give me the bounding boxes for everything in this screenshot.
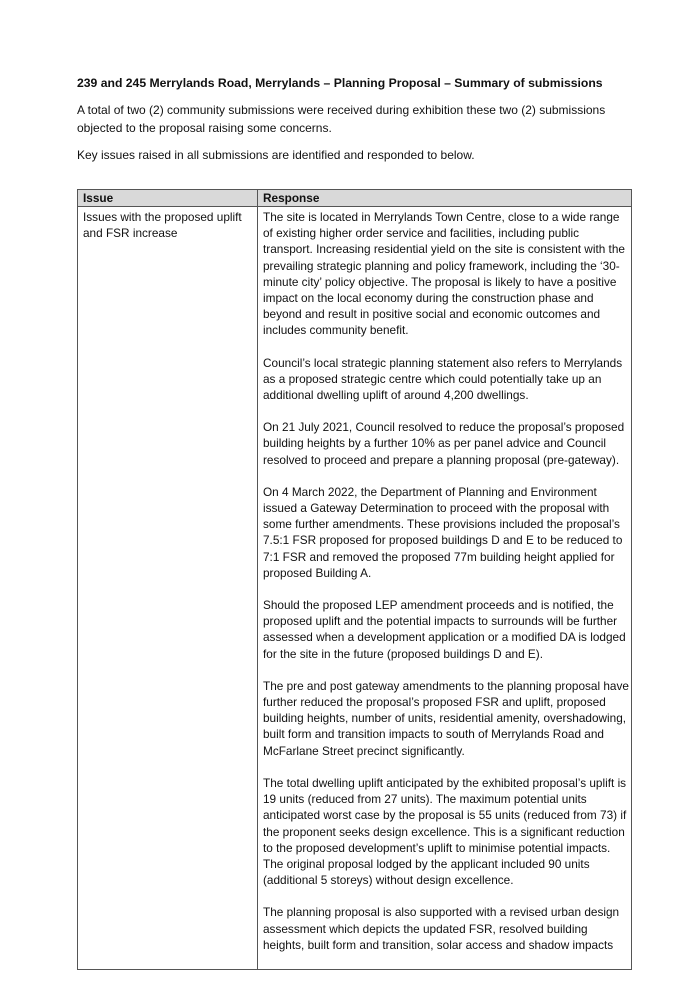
response-column-header: Response — [258, 190, 632, 207]
intro-paragraph: A total of two (2) community submissions were received during exhibition these two (2) submissions objected to the proposal raising some concerns. — [77, 103, 606, 135]
response-paragraph: Should the proposed LEP amendment proceeds and is notified, the proposed uplift and the potential impacts to surrounds will be further assessed when a development application or a modified DA is lodged for the site in the future (proposed buildings D and E). — [263, 598, 626, 661]
response-paragraph: On 4 March 2022, the Department of Planning and Environment issued a Gateway Determination to proceed with the proposal with some further amendments. These provisions included the proposal’s 7.5:1 FSR proposed for proposed buildings D and E to be reduced to 7:1 FSR and removed the proposed 77m building height applied for proposed Building A. — [263, 484, 623, 580]
table-row — [78, 207, 632, 970]
issue-cell: Issues with the proposed uplift and FSR increase — [78, 207, 258, 970]
submissions-table — [77, 189, 632, 970]
response-cell — [258, 207, 632, 970]
response-paragraph: The planning proposal is also supported with a revised urban design assessment which depicts the updated FSR, resolved building heights, built form and transition, solar access and shadow impacts — [263, 905, 620, 952]
response-paragraph: The total dwelling uplift anticipated by the exhibited proposal’s uplift is 19 units (reduced from 27 units). The maximum potential units anticipated worst case by the proposal is 55 units (reduced from 73) if the proponent seeks design excellence. This is a significant reduction to the proposed development’s uplift to minimise potential impacts. The original proposal lodged by the applicant included 90 units (additional 5 storeys) without design excellence. — [263, 775, 627, 888]
table-header-row — [78, 190, 632, 207]
response-paragraph: Council’s local strategic planning statement also refers to Merrylands as a proposed strategic centre which could potentially take up an additional dwelling uplift of around 4,200 dwellings. — [263, 355, 623, 403]
key-issues-paragraph: Key issues raised in all submissions are identified and responded to below. — [77, 148, 475, 162]
response-paragraph: The pre and post gateway amendments to the planning proposal have further reduced the proposal’s proposed FSR and uplift, proposed building heights, number of units, residential amenity, overshadowing, built form and transition impacts to south of Merrylands Road and McFarlane Street precinct significantly. — [263, 678, 629, 758]
response-paragraph: The site is located in Merrylands Town Centre, close to a wide range of existing higher order service and facilities, including public transport. Increasing residential yield on the site is consistent with the prevailing strategic planning and policy framework, including the ‘30-minute city’ policy objective. The proposal is likely to have a positive impact on the local economy during the construction phase and beyond and result in positive social and economic outcomes and includes community benefit. — [263, 210, 625, 338]
document-title: 239 and 245 Merrylands Road, Merrylands – Planning Proposal – Summary of submissions — [77, 76, 603, 90]
response-paragraph: On 21 July 2021, Council resolved to reduce the proposal’s proposed building heights by a further 10% as per panel advice and Council resolved to proceed and prepare a planning proposal (pre-gateway). — [263, 420, 625, 467]
issue-column-header: Issue — [78, 190, 258, 207]
